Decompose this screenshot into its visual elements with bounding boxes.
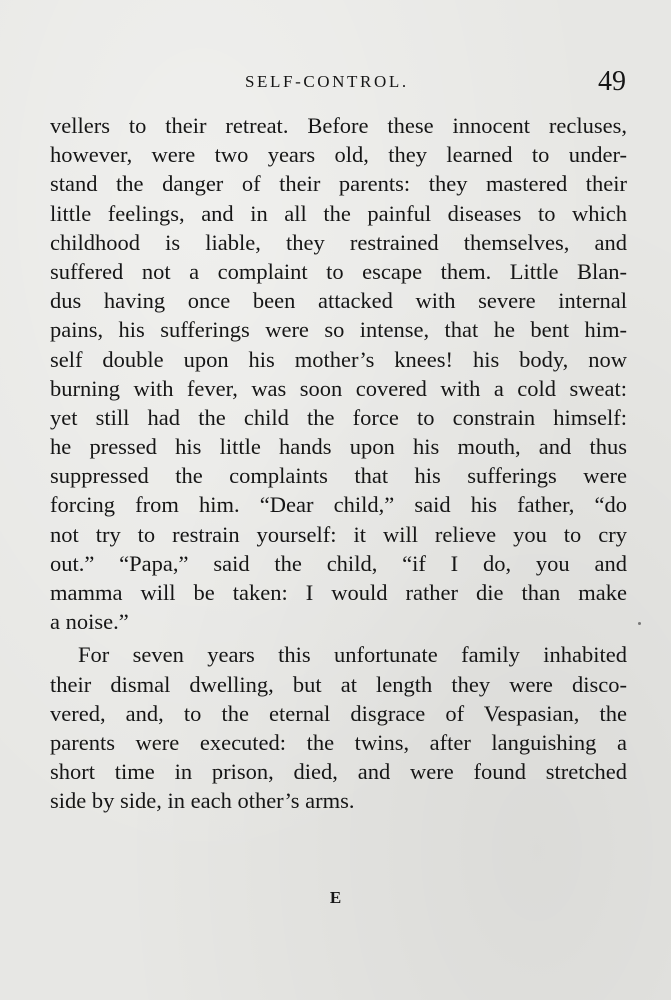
text-line: childhood is liable, they restrained themselves, and — [50, 229, 627, 255]
text-line: vered, and, to the eternal disgrace of Vespasian, the — [50, 700, 627, 726]
text-line: however, were two years old, they learned to under- — [50, 142, 627, 168]
text-line: forcing from him. “Dear child,” said his father, “do — [50, 492, 627, 518]
text-line: vellers to their retreat. Before these innocent recluses, — [50, 113, 627, 138]
text-line: not try to restrain yourself: it will relieve you to cry — [50, 521, 627, 547]
text-line: little feelings, and in all the painful diseases to which — [50, 200, 627, 226]
text-line: suppressed the complaints that his sufferings were — [50, 463, 627, 489]
text-line: yet still had the child the force to constrain himself: — [50, 404, 627, 430]
text-line: dus having once been attacked with severe internal — [50, 288, 627, 314]
signature-mark: E — [329, 888, 342, 907]
text-line: a noise.” — [50, 609, 129, 635]
text-line: he pressed his little hands upon his mouth, and thus — [50, 434, 627, 460]
text-line: pains, his sufferings were so intense, that he bent him- — [50, 317, 627, 343]
paragraph-2 — [50, 640, 627, 815]
text-line: side by side, in each other’s arms. — [50, 788, 355, 814]
text-line: parents were executed: the twins, after languishing a — [50, 729, 627, 755]
text-line: stand the danger of their parents: they mastered their — [50, 171, 627, 197]
text-line: their dismal dwelling, but at length they were disco- — [50, 671, 627, 697]
text-line: short time in prison, died, and were found stretched — [50, 759, 627, 785]
page-number: 49 — [598, 66, 626, 97]
text-line: mamma will be taken: I would rather die than make — [50, 580, 627, 605]
text-line: suffered not a complaint to escape them. Little Blan- — [50, 258, 627, 284]
paragraph-1 — [50, 111, 627, 636]
text-line: For seven years this unfortunate family inhabited — [78, 642, 627, 668]
text-line: self double upon his mother’s knees! his body, now — [50, 346, 627, 372]
body-text — [50, 111, 627, 816]
text-line: out.” “Papa,” said the child, “if I do, you and — [50, 550, 627, 576]
paper-speck — [638, 622, 641, 625]
running-head: SELF-CONTROL. — [245, 72, 409, 91]
text-line: burning with fever, was soon covered with a cold sweat: — [50, 375, 627, 401]
page-header — [0, 66, 671, 100]
